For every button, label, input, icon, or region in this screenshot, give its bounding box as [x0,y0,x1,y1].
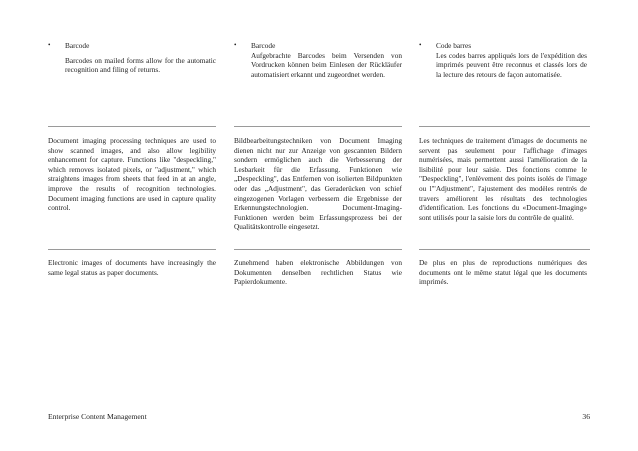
bullet-item [234,41,402,79]
footer-title: Enterprise Content Management [48,412,147,421]
row-divider [419,126,590,127]
bullet-title: Code barres [436,41,472,50]
row-divider [234,249,402,250]
row-divider [419,249,590,250]
bullet-text: Aufgebrachte Barcodes beim Versenden von Vordrucken können beim Einlesen der Rückläufer automatisiert erkannt und zugeordnet werden. [251,50,402,79]
row-divider [48,126,216,127]
bullet-marker: • [234,41,237,49]
bullet-marker: • [419,41,422,49]
bullet-marker: • [48,41,51,49]
bullet-text: Les codes barres appliqués lors de l'expédition des imprimés peuvent être reconnus et classés lors de la lecture des retours de façon automatisée. [436,50,587,79]
paragraph: Les techniques de traitement d'images de documents ne servent pas seulement pour l'affichage d'images numérisées, mais permettent aussi l'amélioration de la lisibilité pour leur saisie. Des fonctions comme le "Despeckling", l'enlèvement des points isolés de l'image ou l'"Adjustment", l'ajustement des modèles rentrés de travers améliorent les résultats des technologies d'identification. Les fonctions du «Document-Imaging» sont utilisés pour la saisie lors du contrôle de qualité. [419,136,587,222]
bullet-item [419,41,587,79]
bullet-title: Barcode [251,41,276,50]
paragraph: Electronic images of documents have increasingly the same legal status as paper documents. [48,258,216,277]
bullet-item [48,41,216,75]
paragraph: Document imaging processing techniques are used to show scanned images, and also allow legibility enhancement for capture. Functions like "despeckling," which removes isolated pixels, or "adjustment," which straightens images from sheets that feed in at an angle, improve the results of recognition technologies. Document imaging functions are used in capture quality control. [48,136,216,213]
row-divider [48,249,216,250]
paragraph: Bildbearbeitungstechniken von Document Imaging dienen nicht nur zur Anzeige von gescannten Bildern sondern ermöglichen auch die Verbesserung der Lesbarkeit für die Erfassung. Funktionen wie „Despeckling", das Entfernen von isolierten Bildpunkten oder das „Adjustment", das Geraderücken von schief eingezogenen Vorlagen verbessern die Ergebnisse der Erkennungstechnologien. Document-Imaging-Funktionen werden beim Erfassungsprozess bei der Qualitätskontrolle eingesetzt. [234,136,402,232]
row-divider [234,126,402,127]
paragraph: Zunehmend haben elektronische Abbildungen von Dokumenten denselben rechtlichen Status wie Papierdokumente. [234,258,402,287]
paragraph: De plus en plus de reproductions numériques des documents ont le même statut légal que les documents imprimés. [419,258,587,287]
bullet-text: Barcodes on mailed forms allow for the automatic recognition and filing of returns. [65,55,216,75]
bullet-title: Barcode [65,41,90,50]
page-number: 36 [582,412,590,421]
